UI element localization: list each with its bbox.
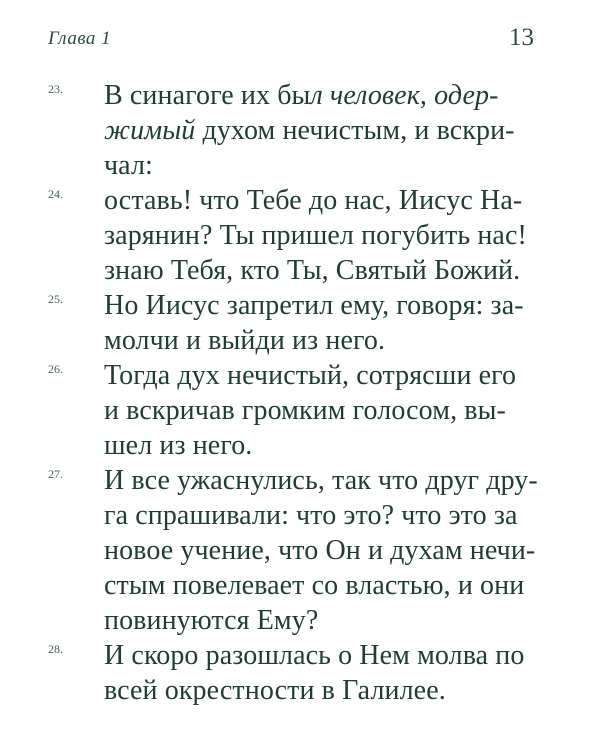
- running-head: Глава 1: [48, 28, 112, 49]
- italic-emphasis: л человек, одер-: [310, 80, 499, 111]
- verse-25: [48, 288, 538, 358]
- page-header: [48, 24, 534, 56]
- verse-line: стым повелевает со властью, и они: [104, 570, 525, 601]
- verse-line: знаю Тебя, кто Ты, Святый Божий.: [104, 255, 521, 286]
- verse-line: И все ужаснулись, так что друг дру-: [104, 465, 538, 496]
- verse-line: В синагоге их был человек, одер-: [104, 80, 499, 111]
- verse-line: новое учение, что Он и духам нечи-: [104, 535, 536, 566]
- verse-number: 25.: [48, 292, 63, 306]
- verse-list: [48, 78, 538, 708]
- verse-number: 27.: [48, 467, 63, 481]
- verse-line: га спрашивали: что это? что это за: [104, 500, 518, 531]
- verse-27: [48, 463, 538, 638]
- verse-number: 28.: [48, 642, 63, 656]
- verse-line: всей окрестности в Галилее.: [104, 675, 446, 706]
- verse-line: Но Иисус запретил ему, говоря: за-: [104, 290, 524, 321]
- verse-24: [48, 183, 538, 288]
- verse-number: 24.: [48, 187, 63, 201]
- verse-number: 26.: [48, 362, 63, 376]
- italic-emphasis: жимый: [104, 115, 203, 146]
- verse-line: Тогда дух нечистый, сотрясши его: [104, 360, 517, 391]
- verse-number: 23.: [48, 82, 63, 96]
- verse-line: И скоро разошлась о Нем молва по: [104, 640, 525, 671]
- page-number: 13: [509, 24, 534, 51]
- verse-line: молчи и выйди из него.: [104, 325, 386, 356]
- verse-line: зарянин? Ты пришел погубить нас!: [104, 220, 527, 251]
- verse-line: шел из него.: [104, 430, 253, 461]
- verse-line: оставь! что Тебе до нас, Иисус На-: [104, 185, 523, 216]
- verse-line: чал:: [104, 150, 153, 181]
- verse-26: [48, 358, 538, 463]
- verse-line: жимый духом нечистым, и вскри-: [104, 115, 515, 146]
- verse-line: и вскричав громким голосом, вы-: [104, 395, 506, 426]
- verse-28: [48, 638, 538, 708]
- verse-23: [48, 78, 538, 183]
- verse-line: повинуются Ему?: [104, 605, 319, 636]
